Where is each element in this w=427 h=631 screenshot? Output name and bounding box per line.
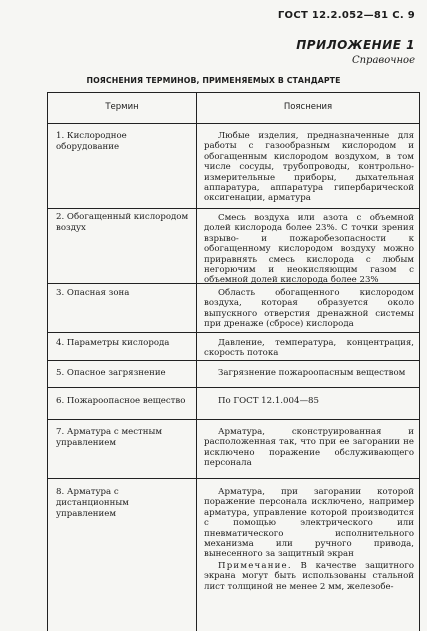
- document-title: ПОЯСНЕНИЯ ТЕРМИНОВ, ПРИМЕНЯЕМЫХ В СТАНДАРТЕ: [86, 76, 341, 85]
- definition-note: [204, 561, 414, 592]
- term-cell: 2. Обогащенный кислородом воздух: [56, 212, 189, 233]
- row-divider: [48, 419, 419, 420]
- row-divider: [48, 478, 419, 479]
- row-divider: [48, 387, 419, 388]
- term-cell: 3. Опасная зона: [56, 288, 130, 298]
- term-cell: 8. Арматура с дистанционным управлением: [56, 487, 129, 519]
- definition-text: Загрязнение пожароопасным веществом: [218, 368, 406, 378]
- row-divider: [48, 332, 419, 333]
- column-header-explanation: Пояснения: [283, 102, 333, 112]
- term-cell: 7. Арматура с местным управлением: [56, 427, 163, 448]
- appendix-type: Справочное: [351, 55, 415, 66]
- page-header: ГОСТ 12.2.052—81 С. 9: [277, 10, 415, 21]
- definition-cell: [204, 213, 414, 286]
- definition-text: Давление, температура, концентрация, скорость потока: [204, 338, 414, 359]
- definition-text: Арматура, при загорании которой поражение персонала исключено, например арматура, управление которой производится с помощью электрического или пневматического исполнительного механизма или ручного привода, вынесенного за защитный экран: [204, 487, 414, 560]
- definition-text: Арматура, сконструированная и расположенная так, что при ее загорании не исключено поражение обслуживающего персонала: [204, 427, 414, 469]
- definition-cell: [204, 368, 414, 378]
- definition-cell: [204, 131, 414, 204]
- column-divider: [196, 93, 197, 631]
- appendix-label: ПРИЛОЖЕНИЕ 1: [296, 38, 415, 52]
- definition-cell: [204, 288, 414, 330]
- term-cell: 6. Пожароопасное вещество: [56, 396, 186, 406]
- definition-cell: [204, 427, 414, 469]
- row-divider: [48, 360, 419, 361]
- row-divider: [48, 208, 419, 209]
- terms-table: [47, 92, 420, 631]
- definition-text: Смесь воздуха или азота с объемной долей кислорода более 23%. С точки зрения взрыво- и пожаробезопасности к обогащенному кислородом воздуху можно приравнять смесь кислорода с любым негорючим и неокисляющим газом с объемной долей кислорода более 23%: [204, 213, 414, 286]
- term-cell: 4. Параметры кислорода: [56, 338, 170, 348]
- column-header-term: Термин: [105, 102, 139, 112]
- note-label: Примечание.: [218, 560, 292, 571]
- definition-text: Область обогащенного кислородом воздуха, которая образуется около выпускного отверстия дренажной системы при дренаже (сбросе) кислорода: [204, 288, 414, 330]
- definition-cell: [204, 338, 414, 359]
- header-divider: [48, 123, 419, 124]
- definition-cell: [204, 396, 414, 406]
- term-cell: 5. Опасное загрязнение: [56, 368, 166, 378]
- definition-cell: [204, 487, 414, 592]
- definition-text: По ГОСТ 12.1.004—85: [218, 396, 319, 406]
- row-divider: [48, 283, 419, 284]
- term-cell: 1. Кислородное оборудование: [56, 131, 127, 152]
- note-text: В качестве защитного экрана могут быть использованы стальной лист толщиной не менее 2 мм, железобе-: [204, 560, 414, 592]
- definition-text: Любые изделия, предназначенные для работы с газообразным кислородом и обогащенным кислородом воздухом, в том числе сосуды, трубопроводы, контрольно-измерительные приборы, дыхательная аппаратура, аппаратура гипербарической оксигенации, арматура: [204, 131, 414, 204]
